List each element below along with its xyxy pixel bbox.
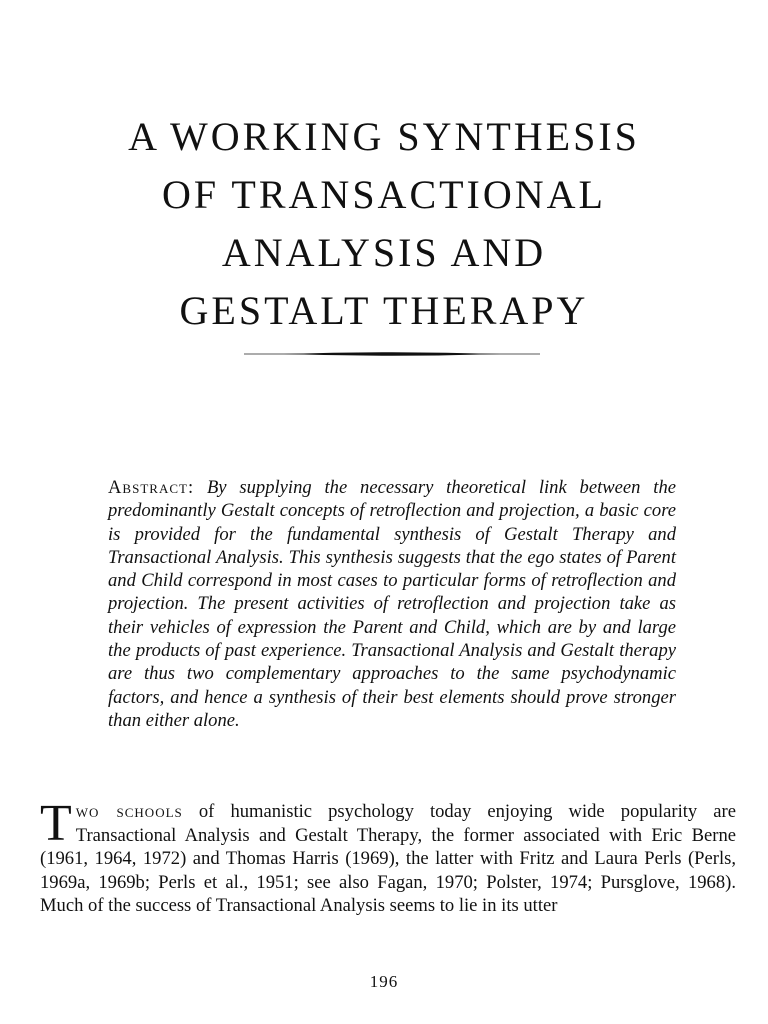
abstract — [108, 476, 676, 732]
drop-cap: T — [40, 795, 72, 852]
page-number: 196 — [369, 972, 399, 991]
title-line-2: OF TRANSACTIONAL — [162, 172, 606, 217]
opening-smallcaps: wo schools — [75, 801, 183, 822]
abstract-text: By supplying the necessary theoretical link between the predominantly Gestalt concepts of retroflection and projection, a basic core is provided for the fundamental synthesis of Gestalt Therapy and Transactional Analysis. This synthesis suggests that the ego states of Parent and Child correspond in most cases to particular forms of retroflection and projection. The present activities of retroflection and projection take as their vehicles of expression the Parent and Child, which are by and large the products of past experience. Transactional Analysis and Gestalt therapy are thus two complementary approaches to the same psychodynamic factors, and hence a synthesis of their best elements should prove stronger than either alone. — [108, 477, 676, 731]
abstract-label: Abstract: — [108, 477, 195, 498]
article-title — [0, 108, 768, 340]
body-text: of humanistic psychology today enjoying wide popularity are Transactional Analysis and Gestalt Therapy, the former associated with Eric Berne (1961, 1964, 1972) and Thomas Harris (1969), the latter with Fritz and Laura Perls (Perls, 1969a, 1969b; Perls et al., 1951; see also Fagan, 1970; Polster, 1974; Pursglove, 1968). Much of the success of Transactional Analysis seems to lie in its utter — [40, 801, 736, 916]
body-paragraph — [40, 795, 736, 918]
title-line-4: GESTALT THERAPY — [179, 288, 589, 333]
title-line-3: ANALYSIS AND — [221, 230, 547, 275]
title-line-1: A WORKING SYNTHESIS — [128, 114, 640, 159]
title-rule-ornament — [244, 348, 540, 360]
